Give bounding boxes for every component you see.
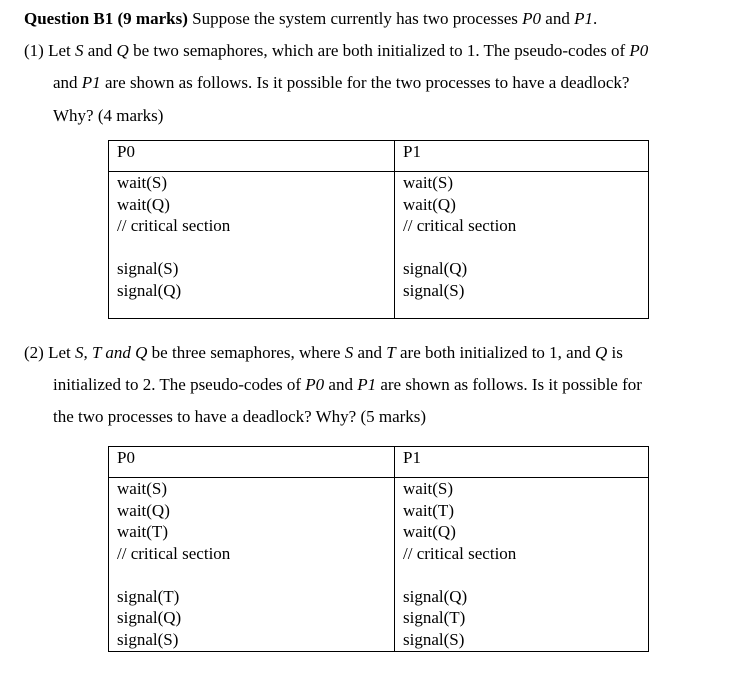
code-line: wait(S)	[117, 173, 168, 192]
code-line: // critical section	[117, 543, 231, 563]
code-line: wait(Q)	[403, 194, 456, 214]
code-line: signal(Q)	[117, 280, 182, 300]
code-line: signal(S)	[403, 280, 465, 300]
code-line: // critical section	[403, 216, 517, 235]
table1-header-p1: P1	[395, 141, 649, 172]
part2-line3: the two processes to have a deadlock? Why? (5 marks)	[53, 407, 427, 426]
part2-code-table	[108, 446, 649, 652]
table2-header-p1: P1	[395, 447, 649, 478]
code-line: signal(T)	[117, 586, 180, 606]
part1-line3: Why? (4 marks)	[53, 106, 164, 125]
code-line: signal(Q)	[117, 608, 182, 627]
code-line: signal(T)	[403, 608, 466, 627]
table2-header-p0: P0	[109, 447, 395, 478]
code-line: wait(Q)	[117, 194, 170, 214]
table1-p1-code	[395, 172, 649, 319]
part2-line2: initialized to 2. The pseudo-codes of P0 and P1 are shown as follows. Is it possible for	[53, 375, 642, 394]
table1-header-p0: P0	[109, 141, 395, 172]
code-line: // critical section	[117, 216, 231, 235]
question-header: Question B1 (9 marks) Suppose the system currently has two processes P0 and P1.	[24, 9, 598, 28]
code-line: // critical section	[403, 543, 517, 563]
code-line: signal(Q)	[403, 586, 468, 606]
code-line: wait(S)	[403, 479, 454, 498]
code-line: wait(S)	[117, 479, 168, 498]
table2-p0-code	[109, 478, 395, 652]
part1-line2: and P1 are shown as follows. Is it possible for the two processes to have a deadlock?	[53, 73, 630, 92]
code-line: wait(Q)	[403, 522, 456, 541]
code-line: wait(S)	[403, 173, 454, 192]
code-line: wait(T)	[117, 522, 168, 541]
code-line: wait(Q)	[117, 500, 170, 520]
code-line: signal(S)	[403, 629, 465, 649]
table2-p1-code	[395, 478, 649, 652]
part2-line1: (2) Let S, T and Q be three semaphores, where S and T are both initialized to 1, and Q is	[24, 343, 623, 362]
table1-p0-code	[109, 172, 395, 319]
code-line: signal(S)	[117, 259, 179, 278]
code-line: signal(S)	[117, 629, 179, 649]
code-line: signal(Q)	[403, 259, 468, 278]
part1-line1: (1) Let S and Q be two semaphores, which are both initialized to 1. The pseudo-codes of P0	[24, 41, 649, 60]
part1-code-table	[108, 140, 649, 319]
question-label: Question B1 (9 marks)	[24, 9, 188, 28]
code-line: wait(T)	[403, 500, 454, 520]
